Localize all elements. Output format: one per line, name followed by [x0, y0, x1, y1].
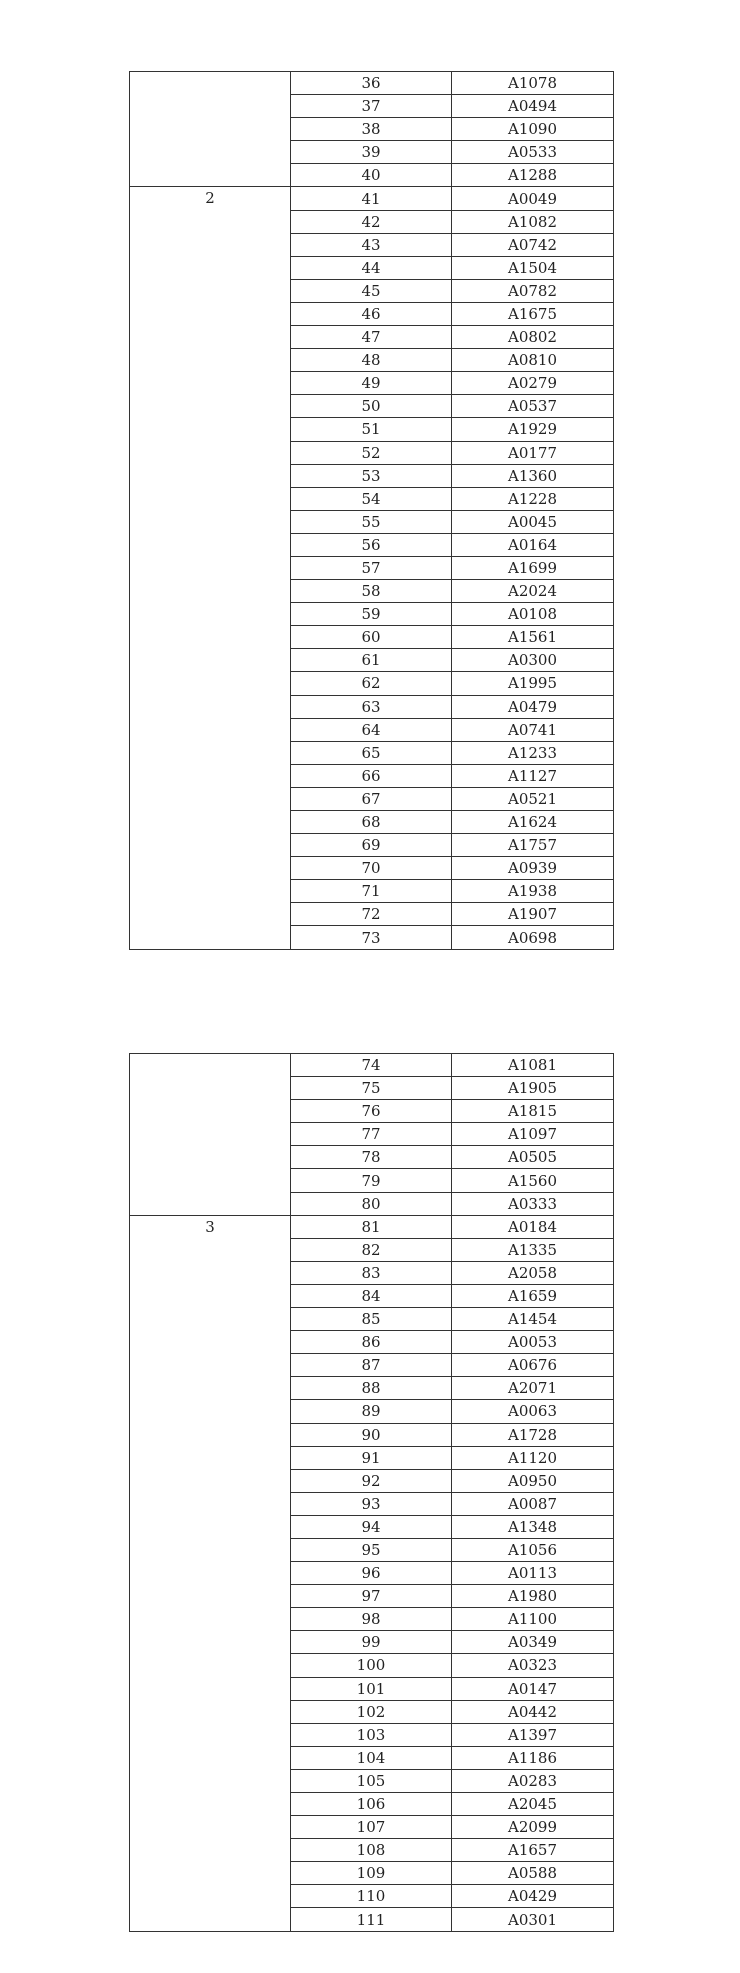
number-cell: 71	[291, 880, 452, 903]
table-body	[130, 72, 614, 950]
number-cell: 44	[291, 256, 452, 279]
code-cell: A0537	[452, 395, 614, 418]
code-cell: A1056	[452, 1538, 614, 1561]
code-cell: A1090	[452, 118, 614, 141]
group-label-cell	[130, 1054, 291, 1216]
code-cell: A0802	[452, 326, 614, 349]
number-cell: 100	[291, 1654, 452, 1677]
number-cell: 98	[291, 1608, 452, 1631]
number-cell: 84	[291, 1284, 452, 1307]
assignment-table-page-2	[129, 1053, 614, 1932]
number-cell: 59	[291, 603, 452, 626]
code-cell: A0147	[452, 1677, 614, 1700]
code-cell: A0184	[452, 1215, 614, 1238]
number-cell: 75	[291, 1077, 452, 1100]
number-cell: 52	[291, 441, 452, 464]
code-cell: A1980	[452, 1585, 614, 1608]
code-cell: A1675	[452, 302, 614, 325]
number-cell: 107	[291, 1816, 452, 1839]
number-cell: 72	[291, 903, 452, 926]
code-cell: A0177	[452, 441, 614, 464]
number-cell: 66	[291, 764, 452, 787]
number-cell: 106	[291, 1793, 452, 1816]
table-row	[130, 1054, 614, 1077]
code-cell: A1454	[452, 1308, 614, 1331]
code-cell: A0698	[452, 926, 614, 949]
code-cell: A0349	[452, 1631, 614, 1654]
number-cell: 49	[291, 372, 452, 395]
code-cell: A1120	[452, 1446, 614, 1469]
code-cell: A1560	[452, 1169, 614, 1192]
number-cell: 99	[291, 1631, 452, 1654]
code-cell: A1659	[452, 1284, 614, 1307]
number-cell: 88	[291, 1377, 452, 1400]
code-cell: A0049	[452, 187, 614, 210]
number-cell: 36	[291, 72, 452, 95]
code-cell: A1657	[452, 1839, 614, 1862]
code-cell: A1100	[452, 1608, 614, 1631]
code-cell: A1233	[452, 741, 614, 764]
number-cell: 104	[291, 1746, 452, 1769]
number-cell: 50	[291, 395, 452, 418]
number-cell: 70	[291, 857, 452, 880]
code-cell: A1504	[452, 256, 614, 279]
code-cell: A2071	[452, 1377, 614, 1400]
number-cell: 37	[291, 95, 452, 118]
number-cell: 96	[291, 1562, 452, 1585]
number-cell: 110	[291, 1885, 452, 1908]
code-cell: A0113	[452, 1562, 614, 1585]
number-cell: 43	[291, 233, 452, 256]
number-cell: 57	[291, 556, 452, 579]
number-cell: 105	[291, 1769, 452, 1792]
number-cell: 95	[291, 1538, 452, 1561]
number-cell: 58	[291, 580, 452, 603]
number-cell: 46	[291, 302, 452, 325]
code-cell: A1624	[452, 811, 614, 834]
number-cell: 81	[291, 1215, 452, 1238]
code-cell: A0045	[452, 510, 614, 533]
number-cell: 38	[291, 118, 452, 141]
code-cell: A2024	[452, 580, 614, 603]
code-cell: A1081	[452, 1054, 614, 1077]
number-cell: 77	[291, 1123, 452, 1146]
number-cell: 101	[291, 1677, 452, 1700]
number-cell: 103	[291, 1723, 452, 1746]
number-cell: 85	[291, 1308, 452, 1331]
number-cell: 55	[291, 510, 452, 533]
number-cell: 40	[291, 164, 452, 187]
table-body	[130, 1054, 614, 1932]
number-cell: 86	[291, 1331, 452, 1354]
number-cell: 91	[291, 1446, 452, 1469]
assignment-table-page-1	[129, 71, 614, 950]
number-cell: 92	[291, 1469, 452, 1492]
code-cell: A1907	[452, 903, 614, 926]
code-cell: A0053	[452, 1331, 614, 1354]
number-cell: 56	[291, 533, 452, 556]
code-cell: A1288	[452, 164, 614, 187]
code-cell: A1397	[452, 1723, 614, 1746]
number-cell: 45	[291, 279, 452, 302]
number-cell: 97	[291, 1585, 452, 1608]
number-cell: 51	[291, 418, 452, 441]
number-cell: 54	[291, 487, 452, 510]
number-cell: 102	[291, 1700, 452, 1723]
number-cell: 53	[291, 464, 452, 487]
table-row	[130, 187, 614, 210]
number-cell: 78	[291, 1146, 452, 1169]
number-cell: 108	[291, 1839, 452, 1862]
code-cell: A0442	[452, 1700, 614, 1723]
number-cell: 90	[291, 1423, 452, 1446]
number-cell: 74	[291, 1054, 452, 1077]
code-cell: A0300	[452, 649, 614, 672]
code-cell: A0323	[452, 1654, 614, 1677]
table-row	[130, 72, 614, 95]
group-label-cell: 3	[130, 1215, 291, 1931]
code-cell: A0742	[452, 233, 614, 256]
table-row	[130, 1215, 614, 1238]
code-cell: A0810	[452, 349, 614, 372]
number-cell: 63	[291, 695, 452, 718]
code-cell: A1360	[452, 464, 614, 487]
code-cell: A0741	[452, 718, 614, 741]
code-cell: A1699	[452, 556, 614, 579]
code-cell: A1757	[452, 834, 614, 857]
code-cell: A0939	[452, 857, 614, 880]
number-cell: 80	[291, 1192, 452, 1215]
number-cell: 41	[291, 187, 452, 210]
code-cell: A1905	[452, 1077, 614, 1100]
group-label-cell	[130, 72, 291, 187]
number-cell: 67	[291, 787, 452, 810]
code-cell: A0283	[452, 1769, 614, 1792]
number-cell: 89	[291, 1400, 452, 1423]
number-cell: 47	[291, 326, 452, 349]
code-cell: A0164	[452, 533, 614, 556]
number-cell: 68	[291, 811, 452, 834]
number-cell: 48	[291, 349, 452, 372]
code-cell: A1097	[452, 1123, 614, 1146]
number-cell: 94	[291, 1515, 452, 1538]
code-cell: A1929	[452, 418, 614, 441]
code-cell: A1995	[452, 672, 614, 695]
code-cell: A0950	[452, 1469, 614, 1492]
code-cell: A1186	[452, 1746, 614, 1769]
code-cell: A1561	[452, 626, 614, 649]
code-cell: A0333	[452, 1192, 614, 1215]
code-cell: A2099	[452, 1816, 614, 1839]
number-cell: 87	[291, 1354, 452, 1377]
code-cell: A1815	[452, 1100, 614, 1123]
code-cell: A2045	[452, 1793, 614, 1816]
code-cell: A0521	[452, 787, 614, 810]
code-cell: A0494	[452, 95, 614, 118]
number-cell: 39	[291, 141, 452, 164]
code-cell: A1938	[452, 880, 614, 903]
code-cell: A0533	[452, 141, 614, 164]
number-cell: 76	[291, 1100, 452, 1123]
code-cell: A1082	[452, 210, 614, 233]
code-cell: A0429	[452, 1885, 614, 1908]
number-cell: 83	[291, 1261, 452, 1284]
number-cell: 60	[291, 626, 452, 649]
code-cell: A0108	[452, 603, 614, 626]
code-cell: A0782	[452, 279, 614, 302]
number-cell: 73	[291, 926, 452, 949]
code-cell: A1728	[452, 1423, 614, 1446]
number-cell: 42	[291, 210, 452, 233]
code-cell: A0087	[452, 1492, 614, 1515]
code-cell: A1127	[452, 764, 614, 787]
number-cell: 65	[291, 741, 452, 764]
code-cell: A0479	[452, 695, 614, 718]
code-cell: A1348	[452, 1515, 614, 1538]
code-cell: A0063	[452, 1400, 614, 1423]
code-cell: A2058	[452, 1261, 614, 1284]
number-cell: 61	[291, 649, 452, 672]
number-cell: 111	[291, 1908, 452, 1931]
code-cell: A1228	[452, 487, 614, 510]
code-cell: A0588	[452, 1862, 614, 1885]
code-cell: A0279	[452, 372, 614, 395]
group-label-cell: 2	[130, 187, 291, 949]
number-cell: 62	[291, 672, 452, 695]
code-cell: A1078	[452, 72, 614, 95]
code-cell: A0676	[452, 1354, 614, 1377]
code-cell: A0505	[452, 1146, 614, 1169]
number-cell: 79	[291, 1169, 452, 1192]
number-cell: 69	[291, 834, 452, 857]
number-cell: 82	[291, 1238, 452, 1261]
code-cell: A0301	[452, 1908, 614, 1931]
number-cell: 64	[291, 718, 452, 741]
number-cell: 93	[291, 1492, 452, 1515]
code-cell: A1335	[452, 1238, 614, 1261]
number-cell: 109	[291, 1862, 452, 1885]
